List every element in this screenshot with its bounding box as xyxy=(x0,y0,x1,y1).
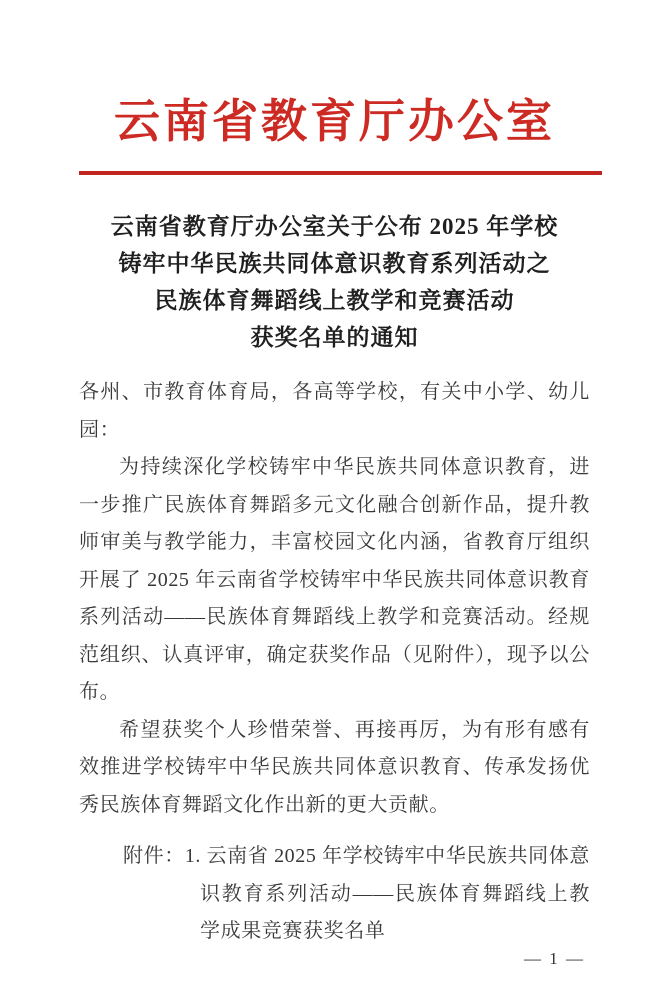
page-number: — 1 — xyxy=(524,949,585,968)
attachment-section xyxy=(123,838,590,951)
document-title-line-4: 获奖名单的通知 xyxy=(250,325,419,351)
salutation-line: 各州、市教育体育局，各高等学校，有关中小学、幼儿园： xyxy=(79,381,590,441)
document-title-line-1: 云南省教育厅办公室关于公布 2025 年学校 xyxy=(110,214,559,240)
document-title-line-3: 民族体育舞蹈线上教学和竞赛活动 xyxy=(154,288,515,314)
letterhead-divider-rule xyxy=(79,171,602,175)
body-paragraph-2: 希望获奖个人珍惜荣誉、再接再厉，为有形有感有效推进学校铸牢中华民族共同体意识教育、传承发扬优秀民族体育舞蹈文化作出新的更大贡献。 xyxy=(79,718,590,816)
official-document-page xyxy=(0,94,669,988)
attachment-item-number: 1. xyxy=(184,845,207,868)
attachment-item-text: 云南省 2025 年学校铸牢中华民族共同体意识教育系列活动——民族体育舞蹈线上教学成果竞赛获奖名单 xyxy=(200,845,590,943)
document-title xyxy=(79,208,590,356)
attachment-label: 附件： xyxy=(123,845,185,868)
document-body xyxy=(79,374,590,824)
body-paragraph-1: 为持续深化学校铸牢中华民族共同体意识教育，进一步推广民族体育舞蹈多元文化融合创新作品，提升教师审美与教学能力，丰富校园文化内涵，省教育厅组织开展了 2025 年云南省学校铸牢中华民族共同体意识教育系列活动——民族体育舞蹈线上教学和竞赛活动。经规范组织、认真评审，确定获奖作品（见附件），现予以公布。 xyxy=(79,456,590,704)
letterhead-org-name: 云南省教育厅办公室 xyxy=(114,96,555,147)
document-title-line-2: 铸牢中华民族共同体意识教育系列活动之 xyxy=(118,251,551,277)
